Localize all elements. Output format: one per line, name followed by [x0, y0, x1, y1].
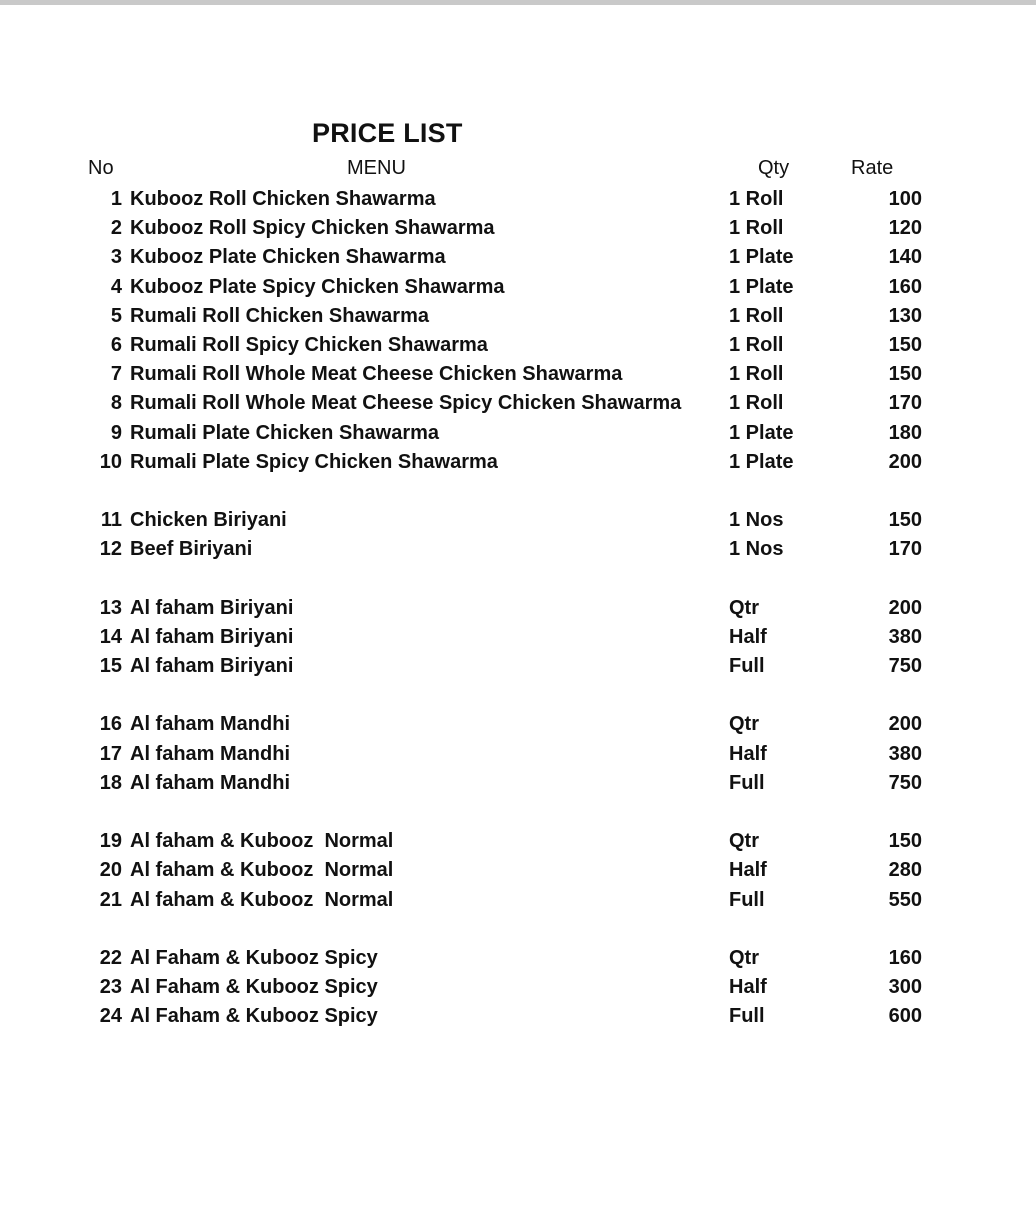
- item-qty: Half: [729, 859, 767, 882]
- item-rate: 150: [888, 363, 922, 386]
- item-rate: 750: [888, 771, 922, 794]
- item-number: 22: [99, 946, 122, 969]
- table-row: [0, 856, 1036, 885]
- table-row: [0, 419, 1036, 448]
- item-number: 7: [110, 363, 122, 386]
- item-qty: 1 Roll: [729, 363, 784, 386]
- item-number: 3: [110, 246, 122, 269]
- table-row: [0, 1002, 1036, 1031]
- price-table: [0, 185, 1036, 1031]
- table-row: [0, 389, 1036, 418]
- item-qty: Half: [729, 976, 767, 999]
- table-row: [0, 331, 1036, 360]
- item-rate: 100: [888, 188, 922, 210]
- item-rate: 150: [888, 333, 922, 356]
- item-name: Rumali Roll Whole Meat Cheese Chicken Shawarma: [130, 363, 623, 386]
- item-name: Kubooz Roll Chicken Shawarma: [130, 188, 436, 210]
- item-qty: Half: [729, 742, 767, 765]
- item-qty: 1 Plate: [729, 421, 794, 444]
- item-rate: 150: [888, 830, 922, 853]
- column-header-qty: Qty: [758, 157, 790, 179]
- item-qty: 1 Roll: [729, 333, 784, 356]
- item-rate: 380: [888, 742, 922, 765]
- table-row: [0, 214, 1036, 243]
- table-row: [0, 243, 1036, 272]
- item-name: Al Faham & Kubooz Spicy: [130, 946, 378, 969]
- item-qty: Full: [729, 888, 765, 911]
- table-row: [0, 594, 1036, 623]
- item-rate: 750: [888, 655, 922, 677]
- item-number: 12: [99, 538, 122, 561]
- item-qty: Qtr: [729, 713, 759, 736]
- item-name: Rumali Plate Chicken Shawarma: [130, 421, 440, 444]
- item-name: Al Faham & Kubooz Spicy: [130, 976, 378, 999]
- item-number: 20: [99, 859, 122, 882]
- column-header-no: No: [88, 157, 114, 179]
- item-number: 14: [99, 625, 122, 648]
- item-rate: 160: [888, 275, 922, 298]
- table-row: [0, 710, 1036, 739]
- item-rate: 550: [888, 888, 922, 911]
- item-qty: Full: [729, 1005, 765, 1028]
- item-rate: 130: [888, 304, 922, 327]
- item-name: Al faham & Kubooz Normal: [130, 830, 394, 853]
- item-name: Rumali Roll Chicken Shawarma: [130, 304, 429, 327]
- item-qty: 1 Plate: [729, 450, 794, 473]
- table-row: [0, 652, 1036, 681]
- item-name: Kubooz Plate Chicken Shawarma: [130, 246, 446, 269]
- item-rate: 150: [888, 509, 922, 532]
- item-name: Al faham Biriyani: [130, 625, 294, 648]
- top-border: [0, 0, 1036, 5]
- item-qty: Full: [729, 655, 765, 677]
- item-name: Al faham & Kubooz Normal: [130, 888, 394, 911]
- item-number: 15: [99, 655, 122, 677]
- item-name: Rumali Plate Spicy Chicken Shawarma: [130, 450, 498, 473]
- item-name: Al faham Biriyani: [130, 655, 294, 677]
- item-name: Kubooz Plate Spicy Chicken Shawarma: [130, 275, 505, 298]
- item-qty: 1 Roll: [729, 217, 784, 240]
- item-number: 23: [99, 976, 122, 999]
- item-qty: 1 Roll: [729, 304, 784, 327]
- item-number: 21: [99, 888, 122, 911]
- item-qty: Half: [729, 625, 767, 648]
- item-rate: 200: [888, 596, 922, 619]
- item-number: 13: [99, 596, 122, 619]
- item-name: Rumali Roll Spicy Chicken Shawarma: [130, 333, 488, 356]
- item-number: 2: [110, 217, 122, 240]
- item-qty: 1 Nos: [729, 538, 784, 561]
- item-qty: Qtr: [729, 946, 759, 969]
- item-qty: Qtr: [729, 830, 759, 853]
- page-title: PRICE LIST: [312, 118, 463, 148]
- item-number: 1: [110, 188, 122, 210]
- table-row: [0, 360, 1036, 389]
- item-rate: 300: [888, 976, 922, 999]
- item-qty: 1 Roll: [729, 392, 784, 415]
- item-name: Al faham Mandhi: [130, 713, 291, 736]
- table-row: [0, 973, 1036, 1002]
- item-number: 18: [99, 771, 122, 794]
- table-row: [0, 302, 1036, 331]
- item-name: Al faham Mandhi: [130, 742, 291, 765]
- item-number: 9: [110, 421, 122, 444]
- table-row: [0, 448, 1036, 477]
- table-row: [0, 944, 1036, 973]
- item-number: 11: [100, 509, 122, 532]
- item-name: Chicken Biriyani: [130, 509, 287, 532]
- item-rate: 120: [888, 217, 922, 240]
- item-rate: 380: [888, 625, 922, 648]
- table-row: [0, 740, 1036, 769]
- item-rate: 140: [888, 246, 922, 269]
- item-number: 10: [99, 450, 122, 473]
- item-number: 24: [99, 1005, 122, 1028]
- table-row: [0, 506, 1036, 535]
- item-qty: Qtr: [729, 596, 759, 619]
- table-row: [0, 623, 1036, 652]
- column-header-menu: MENU: [347, 157, 406, 179]
- item-name: Al faham Mandhi: [130, 771, 291, 794]
- item-rate: 200: [888, 713, 922, 736]
- item-rate: 160: [888, 946, 922, 969]
- item-name: Al faham Biriyani: [130, 596, 294, 619]
- item-name: Al faham & Kubooz Normal: [130, 859, 394, 882]
- item-qty: 1 Plate: [729, 275, 794, 298]
- item-number: 19: [99, 830, 122, 853]
- item-number: 8: [110, 392, 122, 415]
- item-rate: 200: [888, 450, 922, 473]
- item-number: 17: [99, 742, 122, 765]
- item-name: Beef Biriyani: [130, 538, 253, 561]
- item-number: 6: [110, 333, 122, 356]
- item-number: 4: [110, 275, 122, 298]
- item-rate: 280: [888, 859, 922, 882]
- item-qty: 1 Roll: [729, 188, 784, 210]
- item-name: Al Faham & Kubooz Spicy: [130, 1005, 378, 1028]
- item-qty: 1 Nos: [729, 509, 784, 532]
- table-row: [0, 769, 1036, 798]
- item-rate: 180: [888, 421, 922, 444]
- item-qty: Full: [729, 771, 765, 794]
- item-rate: 600: [888, 1005, 922, 1028]
- item-name: Rumali Roll Whole Meat Cheese Spicy Chicken Shawarma: [130, 392, 682, 415]
- table-row: [0, 185, 1036, 214]
- item-rate: 170: [888, 392, 922, 415]
- table-row: [0, 886, 1036, 915]
- item-number: 16: [99, 713, 122, 736]
- item-rate: 170: [888, 538, 922, 561]
- table-row: [0, 827, 1036, 856]
- item-name: Kubooz Roll Spicy Chicken Shawarma: [130, 217, 495, 240]
- column-header-rate: Rate: [851, 157, 894, 179]
- item-number: 5: [110, 304, 122, 327]
- item-qty: 1 Plate: [729, 246, 794, 269]
- table-row: [0, 535, 1036, 564]
- table-row: [0, 273, 1036, 302]
